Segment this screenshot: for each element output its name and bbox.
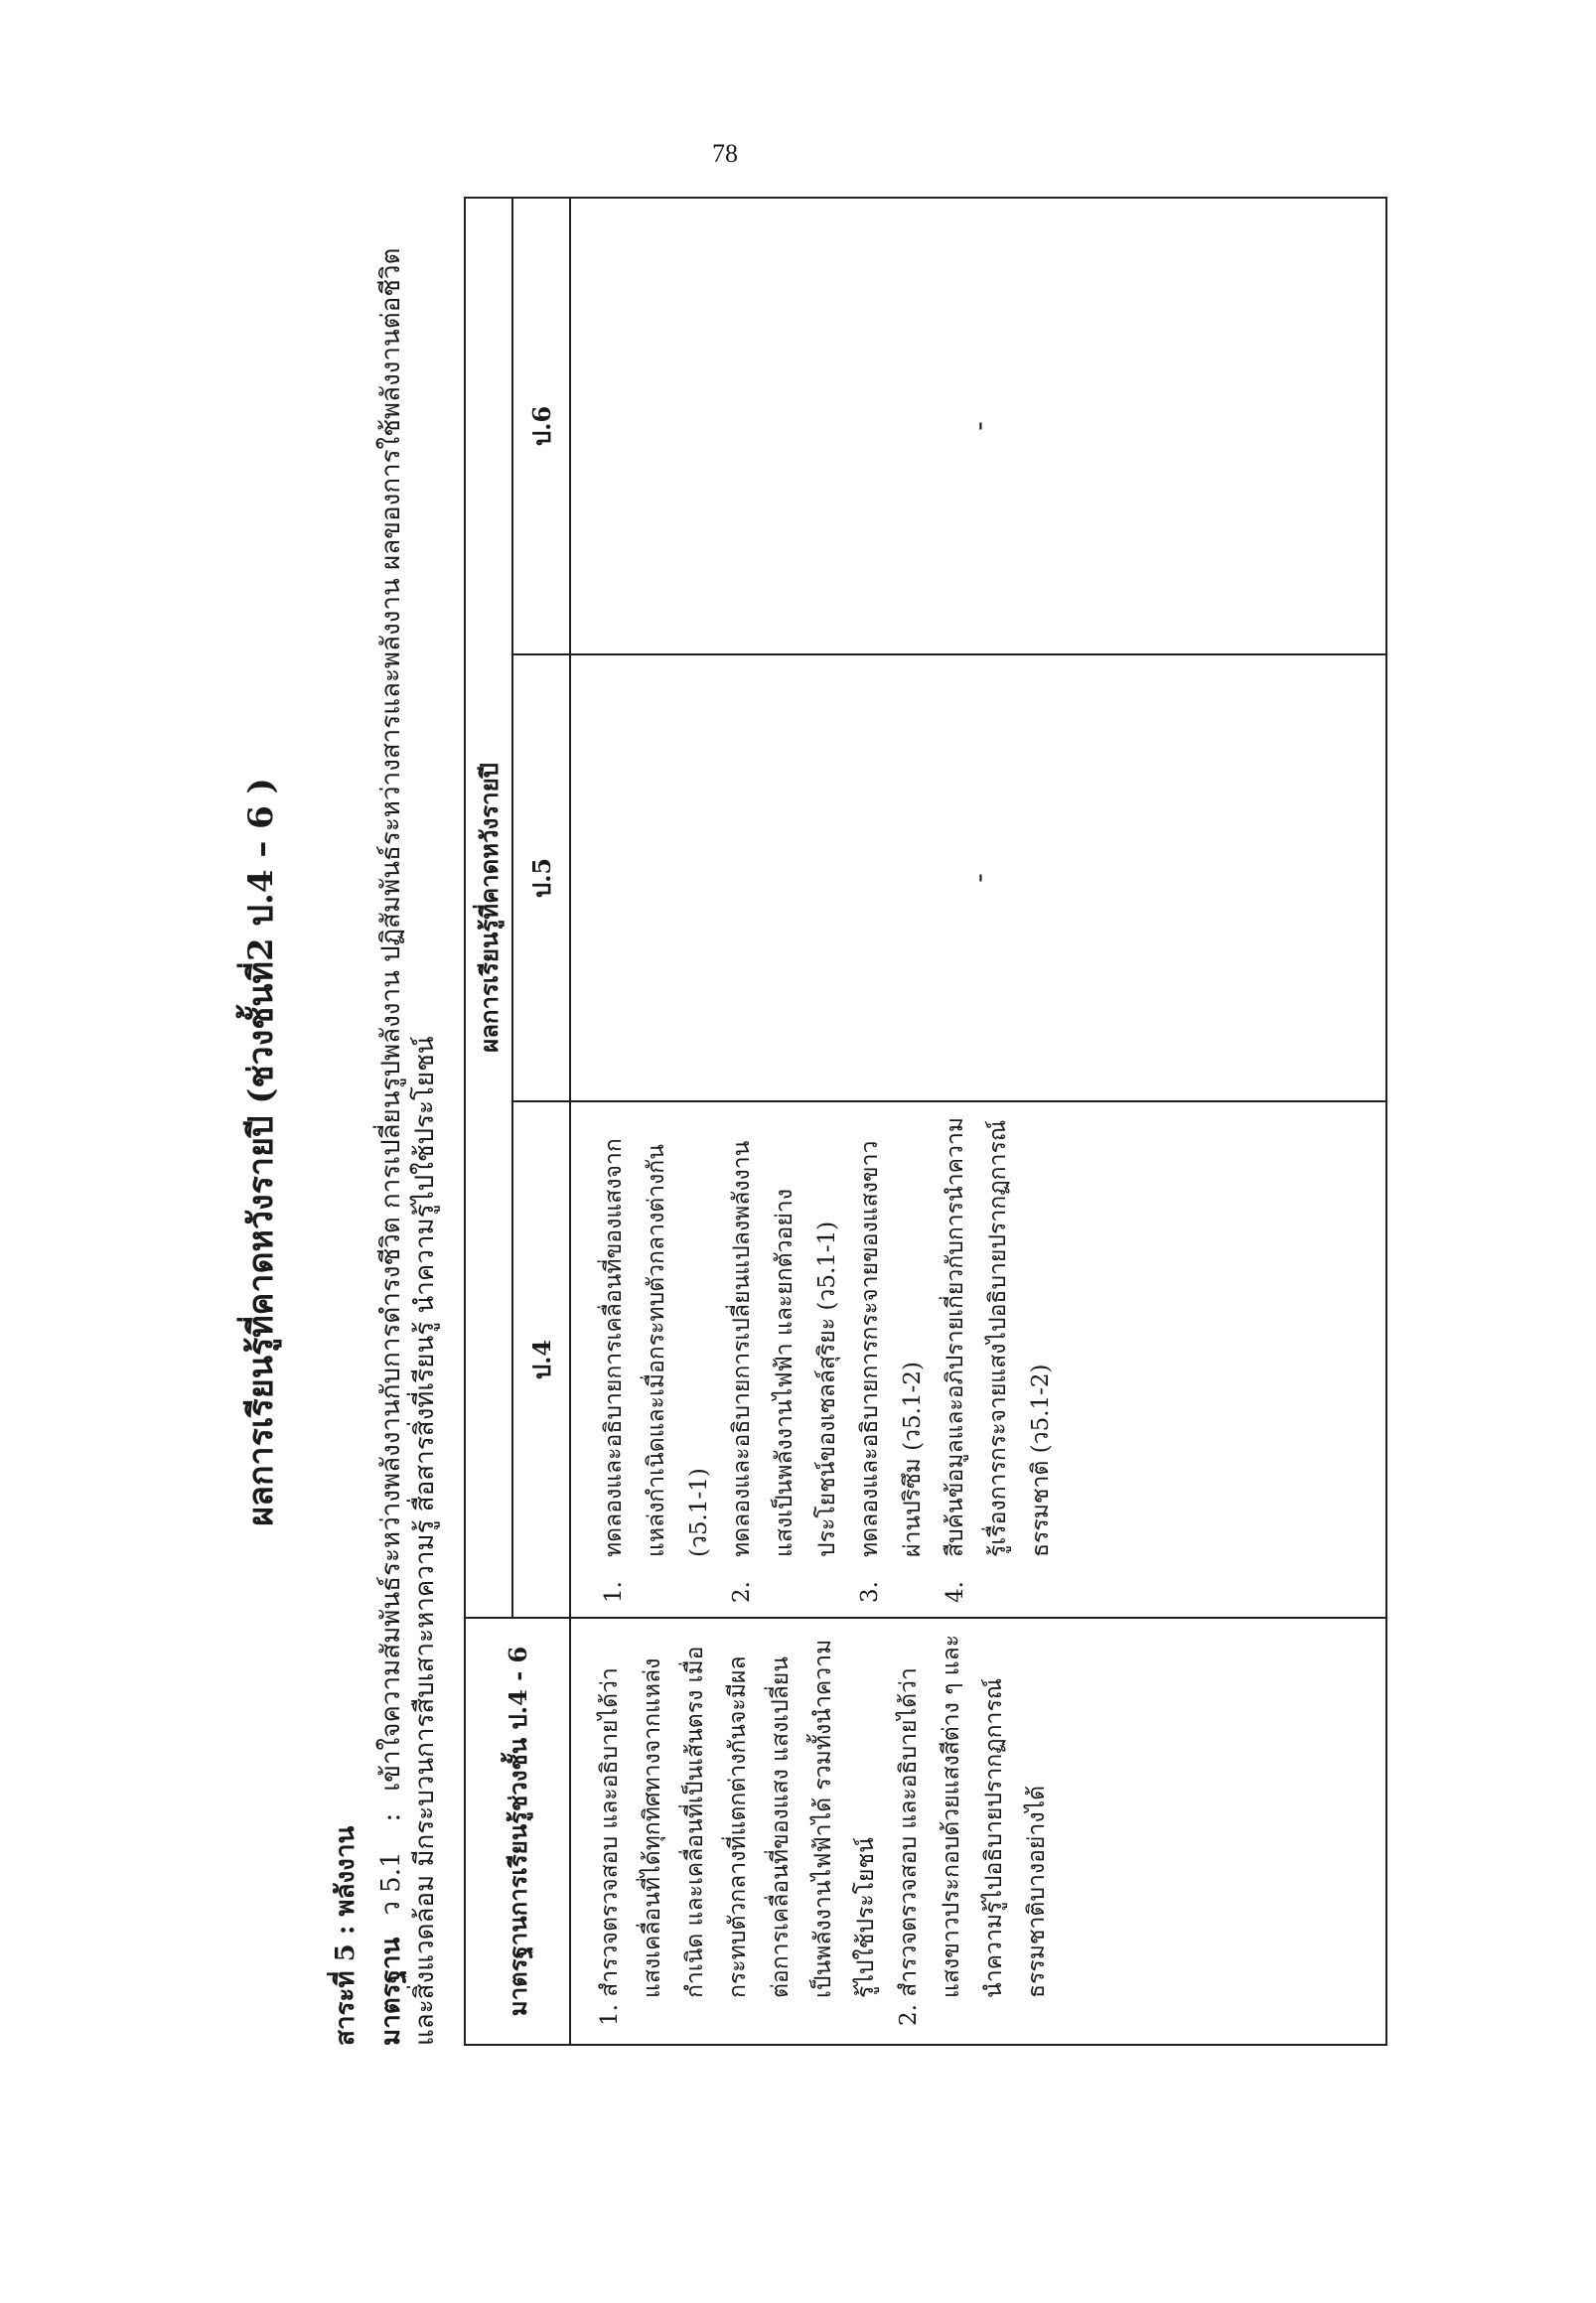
p4-outcomes-cell xyxy=(570,1101,1386,1618)
header-grade-p5: ป.5 xyxy=(512,654,570,1101)
outcome-text: ทดลองและอธิบายการเปลี่ยนแปลงพลังงานแสงเป็นพลังงานไฟฟ้า และยกตัวอย่างประโยชน์ของเซลล์สุริยะ (ว5.1-1) xyxy=(729,1140,840,1557)
outcome-text: สืบค้นข้อมูลและอภิปรายเกี่ยวกับการนำความรู้เรื่องการกระจายแสงไปอธิบายปรากฏการณ์ธรรมชาติ (ว5.1-2) xyxy=(943,1116,1054,1557)
standard-colon: : xyxy=(376,1812,406,1822)
standard-item: 2. สำรวจตรวจสอบ และอธิบายได้ว่าแสงขาวประกอบด้วยแสงสีต่าง ๆ และนำความรู้ไปอธิบายปรากฏการณ์ธรรมชาติบางอย่างได้ xyxy=(896,1634,1050,2026)
p5-outcomes-cell: - xyxy=(570,654,1386,1101)
standard-item: 1. สำรวจตรวจสอบ และอธิบายได้ว่าแสงเคลื่อนที่ได้ทุกทิศทางจากแหล่งกำเนิด และเคลื่อนที่เป็นเส้นตรง เมื่อกระทบตัวกลางที่แตกต่างกันจะมีผลต่อการเคลื่อนที่ของแสง แสงเปลี่ยนเป็นพลังงานไฟฟ้าได้ รวมทั้งนำความรู้ไปใช้ประโยชน์ xyxy=(597,1639,879,2026)
standard-statement xyxy=(374,179,442,2046)
page-title: ผลการเรียนรู้ที่คาดหวังรายปี (ช่วงชั้นที่2 ป.4 – 6 ) xyxy=(241,778,281,1526)
p4-outcome-item xyxy=(721,1112,849,1603)
standard-label: มาตรฐาน xyxy=(376,1937,406,2046)
p4-outcome-item xyxy=(849,1112,935,1603)
header-standard-column: มาตรฐานการเรียนรู้ช่วงชั้น ป.4 - 6 xyxy=(465,1618,570,2045)
p6-outcomes-cell: - xyxy=(570,198,1386,654)
learning-outcomes-table xyxy=(464,197,1387,2046)
header-grade-p6: ป.6 xyxy=(512,198,570,654)
outcome-text: ทดลองและอธิบายการกระจายของแสงขาวผ่านปริซึม (ว5.1-2) xyxy=(857,1140,926,1557)
outcome-number: 2. xyxy=(729,1581,755,1603)
page-number: 78 xyxy=(712,139,738,168)
outcome-text: ทดลองและอธิบายการเคลื่อนที่ของแสงจากแหล่งกำเนิดและเมื่อกระทบตัวกลางต่างกัน (ว5.1-1) xyxy=(601,1138,712,1557)
standards-cell xyxy=(570,1618,1386,2045)
header-outcomes-group: ผลการเรียนรู้ที่คาดหวังรายปี xyxy=(465,198,512,1618)
standard-text-line2: และสิ่งแวดล้อม มีกระบวนการสืบเสาะหาความรู้ สื่อสารสิ่งที่เรียนรู้ นำความรู้ไปใช้ประโยชน์ xyxy=(410,1036,440,2046)
outcome-number: 4. xyxy=(943,1581,968,1603)
p4-outcome-item xyxy=(593,1112,721,1603)
p4-outcome-item xyxy=(935,1112,1063,1603)
header-grade-p4: ป.4 xyxy=(512,1101,570,1618)
standard-code: ว 5.1 xyxy=(376,1851,406,1916)
outcome-number: 1. xyxy=(601,1581,627,1603)
landscape-sheet xyxy=(233,199,1405,2105)
outcome-number: 3. xyxy=(857,1581,883,1603)
strand-heading: สาระที่ 5 : พลังงาน xyxy=(331,1825,361,2046)
standard-text-line1: เข้าใจความสัมพันธ์ระหว่างพลังงานกับการดำรงชีวิต การเปลี่ยนรูปพลังงาน ปฏิสัมพันธ์ระหว่างสารและพลังงาน ผลของการใช้พลังงานต่อชีวิต xyxy=(376,247,406,1792)
